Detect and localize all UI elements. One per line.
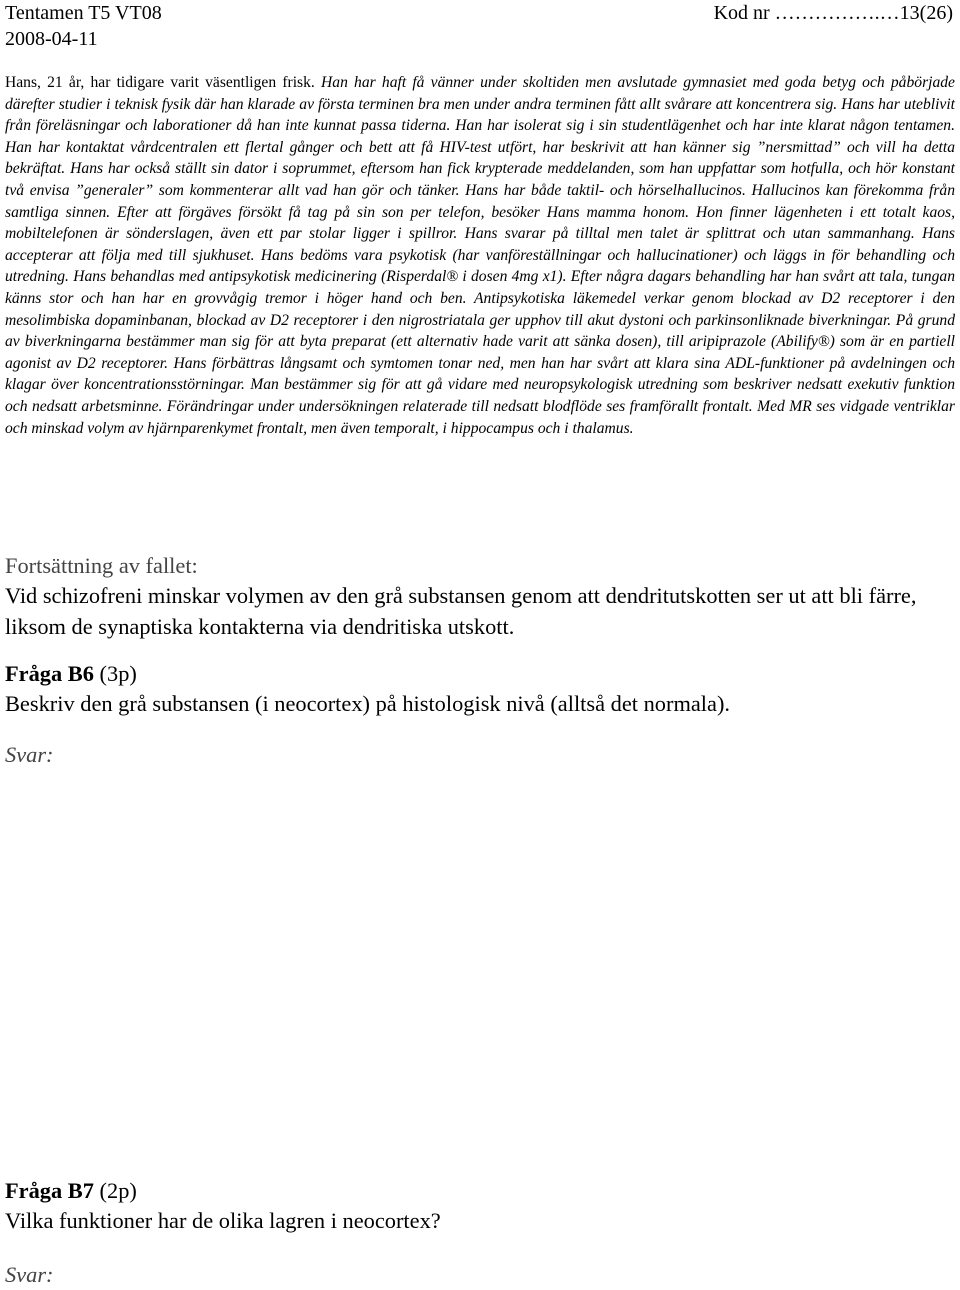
question-b6-text: Beskriv den grå substansen (i neocortex) på histologisk nivå (alltså det normala). [5,691,731,716]
page-header [5,0,955,52]
question-b6-title [5,658,955,689]
continuation-text: Vid schizofreni minskar volymen av den grå substansen genom att dendritutskotten ser ut att bli färre, liksom de synaptiska kontakterna via dendritiska utskott. [5,583,917,639]
code-number: Kod nr …………….…13(26) [713,2,953,24]
question-b6-label: Fråga B6 [5,661,94,686]
answer-b6-label: Svar: [5,742,54,767]
question-b7-text: Vilka funktioner har de olika lagren i neocortex? [5,1208,441,1233]
exam-title: Tentamen T5 VT08 [5,2,162,24]
header-row [5,0,955,26]
case-description [5,72,955,439]
question-b7-label: Fråga B7 [5,1178,94,1203]
continuation-heading: Fortsättning av fallet: [5,553,198,578]
question-b7-title [5,1175,955,1206]
case-body: Han har haft få vänner under skoltiden men avslutade gymnasiet med goda betyg och påbörjade därefter studier i teknisk fysik där han klarade av första terminen bra men under andra terminen fått allt svårare att koncentrera sig. Hans har uteblivit från föreläsningar och laborationer då han inte kunnat passa tiderna. Han har isolerat sig i sin studentlägenhet och har inte klarat någon tentamen. Han har kontaktat vårdcentralen ett flertal gånger och bett att få HIV-test utfört, har beskrivit att han känner sig ”nersmittad” och vill ha detta bekräftat. Hans har också ställt sin dator i soprummet, eftersom han fick krypterade meddelanden, som han uppfattar som hotfulla, och hör konstant två envisa ”generaler” som kommenterar allt vad han gör och tänker. Hans har både taktil- och hörselhallucinos. Hallucinos kan förekomma från samtliga sinnen. Efter att förgäves försökt få tag på sin son per telefon, besöker Hans mamma honom. Hon finner lägenheten i ett totalt kaos, mobiltelefonen är sönderslagen, även ett par stolar ligger i spillror. Hans svarar på tilltal men talet är splittrat och utan sammanhang. Hans accepterar att följa med till sjukhuset. Hans bedöms vara psykotisk (har vanföreställningar och hallucinationer) och läggs in för behandling och utredning. Hans behandlas med antipsykotisk medicinering (Risperdal® i dosen 4mg x1). Efter några dagars behandling har han svårt att tala, tungan känns stor och han har en grovvågig tremor i höger hand och ben. Antipsykotiska läkemedel verkar genom blockad av D2 receptorer i den mesolimbiska dopaminbanan, blockad av D2 receptorer i den nigrostriatala ger upphov till akut dystoni och parkinsonliknade biverkningar. På grund av biverkningarna bestämmer man sig för att byta preparat (ett alternativ hade varit att sänka dosen), till aripiprazole (Abilify®) som är en partiell agonist av D2 receptorer. Hans förbättras långsamt och symtomen tonar ned, men han har svårt att klara sina ADL-funktioner på avdelningen och klagar över koncentrationsstörningar. Man bestämmer sig för att gå vidare med neuropsykologisk utredning som beskriver nedsatt exekutiv funktion och nedsatt arbetsminne. Förändringar under undersökningen relaterade till nedsatt blodflöde ses framförallt frontalt. Med MR ses vidgade ventriklar och minskad volym av hjärnparenkymet frontalt, men även temporalt, i hippocampus och i thalamus. [5,74,955,437]
question-b6-points: (3p) [99,661,137,686]
answer-b7-label: Svar: [5,1262,54,1287]
case-intro: Hans, 21 år, har tidigare varit väsentligen frisk. [5,74,315,91]
exam-date: 2008-04-11 [5,28,98,50]
question-b7-points: (2p) [99,1178,137,1203]
